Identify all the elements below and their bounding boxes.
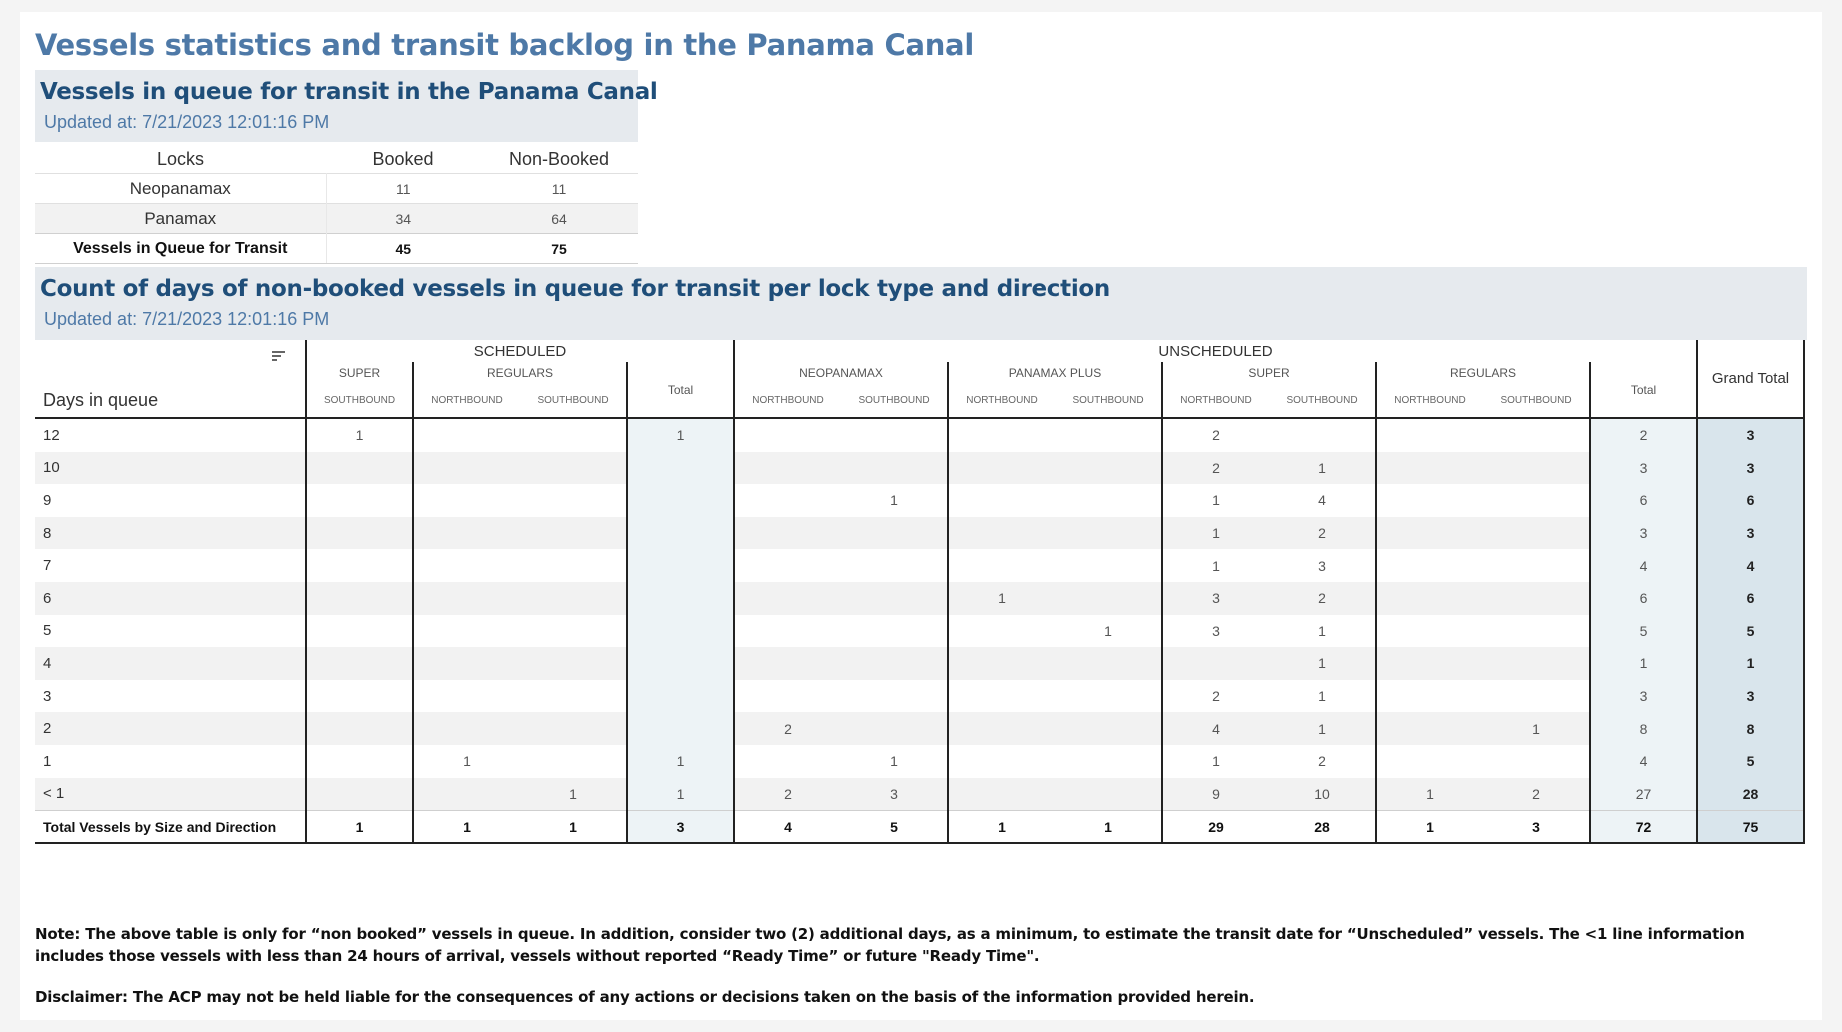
queue-panel-header xyxy=(35,70,658,142)
cell-sched-super-south xyxy=(306,680,413,713)
cell-sched-regulars-north xyxy=(413,680,520,713)
days-label: 2 xyxy=(35,712,306,745)
cell-panamax-plus-south xyxy=(1055,778,1162,811)
cell-unsched-regulars-north xyxy=(1376,680,1483,713)
cell-neopanamax-south xyxy=(841,517,948,550)
table-row xyxy=(35,549,1804,582)
cell-panamax-plus-south xyxy=(1055,452,1162,485)
cell-unsched-regulars-south xyxy=(1483,484,1590,517)
cell-panamax-plus-north xyxy=(948,484,1055,517)
cell-unsched-super-north: 2 xyxy=(1162,418,1269,452)
cell-unsched-regulars-south xyxy=(1483,745,1590,778)
cell-grand-total: 8 xyxy=(1697,712,1804,745)
col-header-grand-total: Grand Total xyxy=(1697,340,1804,418)
table-row xyxy=(35,582,1804,615)
cell-sched-super-south xyxy=(306,582,413,615)
cell-panamax-plus-north xyxy=(948,418,1055,452)
cell-grand-total: 5 xyxy=(1697,615,1804,648)
cell-panamax-plus-north xyxy=(948,647,1055,680)
cell-unsched-regulars-north xyxy=(1376,615,1483,648)
cell-panamax-plus-north xyxy=(948,712,1055,745)
cell-unsched-regulars-south xyxy=(1483,452,1590,485)
cell-neopanamax-north xyxy=(734,745,841,778)
cell-unsched-total: 72 xyxy=(1590,811,1697,844)
cell-unsched-total: 5 xyxy=(1590,615,1697,648)
cell-neopanamax-south: 1 xyxy=(890,753,898,770)
cell-sched-total xyxy=(627,452,734,485)
days-label: < 1 xyxy=(35,778,306,811)
cell-unsched-regulars-south xyxy=(1483,418,1590,452)
cell-unsched-super-north: 3 xyxy=(1162,615,1269,648)
cell-unsched-super-north: 4 xyxy=(1162,712,1269,745)
cell-sched-super-south xyxy=(306,549,413,582)
cell-unsched-super-south: 2 xyxy=(1269,517,1376,550)
cell-unsched-regulars-north xyxy=(1376,484,1483,517)
cell-neopanamax-north xyxy=(734,582,841,615)
days-label: 6 xyxy=(35,582,306,615)
cell-sched-total xyxy=(627,647,734,680)
cell-unsched-super-south: 1 xyxy=(1318,688,1326,705)
cell-unsched-super-north xyxy=(1162,647,1269,680)
cell-sched-regulars-north xyxy=(413,484,520,517)
cell-unsched-regulars-south: 1 xyxy=(1483,712,1590,745)
cell-sched-total xyxy=(627,517,734,550)
cell-unsched-regulars-south xyxy=(1483,517,1590,550)
total-label: Vessels in Queue for Transit xyxy=(35,234,326,264)
direction-northbound: NORTHBOUND xyxy=(948,384,1055,418)
cell-unsched-regulars-north xyxy=(1376,647,1483,680)
days-label: 9 xyxy=(43,491,52,509)
cell-sched-super-south xyxy=(306,615,413,648)
cell-sched-regulars-north xyxy=(413,549,520,582)
subgroup-header-super: SUPER xyxy=(306,362,413,384)
cell-sched-regulars-north xyxy=(413,517,520,550)
direction-northbound: NORTHBOUND xyxy=(1162,384,1269,418)
cell-neopanamax-south: 3 xyxy=(841,778,948,811)
subgroup-header-regulars: REGULARS xyxy=(413,362,627,384)
cell-unsched-regulars-south xyxy=(1483,647,1590,680)
cell-grand-total: 6 xyxy=(1697,484,1804,517)
cell-unsched-total: 4 xyxy=(1590,549,1697,582)
cell-neopanamax-south: 1 xyxy=(890,492,898,509)
cell-neopanamax-south xyxy=(841,615,948,648)
cell-unsched-total: 3 xyxy=(1590,452,1697,485)
cell-sched-regulars-south xyxy=(520,712,627,745)
cell-unsched-super-north: 1 xyxy=(1162,745,1269,778)
cell-unsched-super-south: 2 xyxy=(1269,582,1376,615)
cell-sched-super-south xyxy=(306,484,413,517)
cell-unsched-regulars-north xyxy=(1376,517,1483,550)
cell-sched-total xyxy=(627,615,734,648)
cell-unsched-total: 2 xyxy=(1590,418,1697,452)
cell-sched-super-south xyxy=(306,517,413,550)
queue-table xyxy=(35,145,638,264)
cell-sched-regulars-south xyxy=(520,647,627,680)
cell-sched-total xyxy=(627,582,734,615)
cell-panamax-plus-south xyxy=(1055,712,1162,745)
days-in-queue-table xyxy=(35,340,1805,844)
cell-neopanamax-north xyxy=(734,452,841,485)
cell-panamax-plus-south xyxy=(1055,582,1162,615)
disclaimer-text: Disclaimer: The ACP may not be held liable for the consequences of any actions or decisions taken on the basis of the information provided herein. xyxy=(35,988,1255,1006)
cell-neopanamax-south xyxy=(841,582,948,615)
days-table-body xyxy=(35,418,1804,843)
direction-southbound: SOUTHBOUND xyxy=(306,384,413,418)
cell-panamax-plus-south: 1 xyxy=(1055,811,1162,844)
cell-grand-total: 1 xyxy=(1697,647,1804,680)
cell-panamax-plus-south xyxy=(1055,517,1162,550)
cell-neopanamax-north xyxy=(734,549,841,582)
subgroup-header-super-unscheduled: SUPER xyxy=(1162,362,1376,384)
col-header-locks: Locks xyxy=(156,148,205,169)
direction-southbound: SOUTHBOUND xyxy=(520,384,627,418)
cell-unsched-total: 3 xyxy=(1590,517,1697,550)
cell-sched-super-south: 1 xyxy=(306,811,413,844)
cell-unsched-total: 3 xyxy=(1590,680,1697,713)
subgroup-header-panamax-plus: PANAMAX PLUS xyxy=(948,362,1162,384)
cell-sched-regulars-south xyxy=(520,615,627,648)
cell-sched-regulars-south xyxy=(520,745,627,778)
days-label: 5 xyxy=(43,622,52,640)
queue-updated-timestamp: Updated at: 7/21/2023 12:01:16 PM xyxy=(44,112,330,132)
cell-panamax-plus-north xyxy=(948,745,1055,778)
cell-sched-regulars-north: 1 xyxy=(413,745,520,778)
booked-value: 34 xyxy=(326,204,480,234)
cell-sched-regulars-north xyxy=(413,582,520,615)
col-header-unscheduled-total: Total xyxy=(1590,362,1697,418)
cell-unsched-regulars-north xyxy=(1376,712,1483,745)
days-label: 8 xyxy=(35,517,306,550)
cell-unsched-super-north: 9 xyxy=(1162,778,1269,811)
non-booked-value: 11 xyxy=(480,174,638,204)
cell-neopanamax-north xyxy=(734,517,841,550)
cell-sched-regulars-south xyxy=(520,484,627,517)
cell-unsched-super-south: 1 xyxy=(1269,647,1376,680)
cell-sched-regulars-south xyxy=(520,549,627,582)
cell-unsched-regulars-south: 3 xyxy=(1483,811,1590,844)
group-header-scheduled: SCHEDULED xyxy=(306,340,734,362)
cell-panamax-plus-north xyxy=(948,778,1055,811)
cell-unsched-super-south: 3 xyxy=(1318,557,1326,574)
subgroup-header-neopanamax: NEOPANAMAX xyxy=(734,362,948,384)
cell-unsched-super-south: 1 xyxy=(1269,452,1376,485)
cell-sched-regulars-south xyxy=(520,582,627,615)
cell-unsched-super-south: 1 xyxy=(1318,622,1326,639)
cell-unsched-super-north: 1 xyxy=(1162,517,1269,550)
table-row xyxy=(35,204,638,234)
cell-unsched-super-north: 1 xyxy=(1162,549,1269,582)
cell-sched-super-south xyxy=(306,778,413,811)
cell-sched-total: 1 xyxy=(627,418,734,452)
direction-northbound: NORTHBOUND xyxy=(1376,384,1483,418)
cell-panamax-plus-north xyxy=(948,517,1055,550)
direction-southbound: SOUTHBOUND xyxy=(1269,384,1376,418)
cell-unsched-regulars-north xyxy=(1376,418,1483,452)
cell-grand-total: 4 xyxy=(1697,549,1804,582)
days-label: 7 xyxy=(43,557,52,575)
col-header-scheduled-total: Total xyxy=(627,362,734,418)
cell-unsched-regulars-north xyxy=(1376,582,1483,615)
cell-sched-regulars-north xyxy=(413,418,520,452)
cell-neopanamax-north xyxy=(734,418,841,452)
cell-neopanamax-south xyxy=(841,680,948,713)
cell-unsched-regulars-north: 1 xyxy=(1376,811,1483,844)
cell-unsched-super-south: 1 xyxy=(1269,712,1376,745)
cell-unsched-super-south: 28 xyxy=(1269,811,1376,844)
booked-total: 45 xyxy=(326,234,480,264)
cell-sched-total: 1 xyxy=(627,778,734,811)
cell-grand-total: 3 xyxy=(1697,418,1804,452)
cell-sched-total xyxy=(627,484,734,517)
direction-southbound: SOUTHBOUND xyxy=(1055,384,1162,418)
table-row xyxy=(35,517,1804,550)
lock-name: Panamax xyxy=(35,204,326,234)
cell-sched-regulars-north xyxy=(413,452,520,485)
cell-unsched-super-south: 2 xyxy=(1318,753,1326,770)
table-row xyxy=(35,174,638,204)
cell-unsched-regulars-north xyxy=(1376,745,1483,778)
cell-neopanamax-south xyxy=(841,549,948,582)
cell-neopanamax-south xyxy=(841,452,948,485)
cell-grand-total: 3 xyxy=(1697,680,1804,713)
group-header-unscheduled: UNSCHEDULED xyxy=(734,340,1697,362)
note-text: Note: The above table is only for “non booked” vessels in queue. In addition, consider two (2) additional days, as a minimum, to estimate the transit date for “Unscheduled” vessels. The <1 line information includes those vessels with less than 24 hours of arrival, vessels without reported “Ready Time” or future "Ready Time". xyxy=(35,925,1745,965)
cell-grand-total: 3 xyxy=(1697,452,1804,485)
cell-unsched-super-north: 2 xyxy=(1162,680,1269,713)
table-row xyxy=(35,680,1804,713)
cell-panamax-plus-north xyxy=(948,452,1055,485)
cell-sched-super-south xyxy=(306,745,413,778)
table-row xyxy=(35,712,1804,745)
table-row xyxy=(35,745,1804,778)
direction-southbound: SOUTHBOUND xyxy=(1483,384,1590,418)
cell-neopanamax-north xyxy=(734,680,841,713)
cell-sched-regulars-north: 1 xyxy=(413,811,520,844)
days-panel-title: Count of days of non-booked vessels in queue for transit per lock type and direction xyxy=(40,276,1110,302)
cell-unsched-total: 8 xyxy=(1590,712,1697,745)
cell-panamax-plus-south xyxy=(1055,745,1162,778)
cell-panamax-plus-south xyxy=(1055,549,1162,582)
cell-unsched-super-south: 10 xyxy=(1269,778,1376,811)
days-label: 3 xyxy=(43,687,52,705)
cell-sched-regulars-north xyxy=(413,712,520,745)
table-row xyxy=(35,778,1804,811)
table-total-row xyxy=(35,811,1804,844)
cell-neopanamax-south: 5 xyxy=(841,811,948,844)
cell-unsched-regulars-north xyxy=(1376,549,1483,582)
cell-unsched-total: 6 xyxy=(1590,582,1697,615)
col-header-non-booked: Non-Booked xyxy=(508,148,610,169)
cell-panamax-plus-north xyxy=(948,549,1055,582)
cell-sched-regulars-south xyxy=(520,418,627,452)
lock-name: Neopanamax xyxy=(35,174,326,204)
cell-unsched-regulars-south xyxy=(1483,680,1590,713)
cell-sched-regulars-north xyxy=(413,647,520,680)
cell-unsched-total: 1 xyxy=(1590,647,1697,680)
direction-southbound: SOUTHBOUND xyxy=(841,384,948,418)
cell-unsched-super-south xyxy=(1269,418,1376,452)
non-booked-total: 75 xyxy=(480,234,638,264)
cell-unsched-regulars-south xyxy=(1483,615,1590,648)
cell-grand-total: 28 xyxy=(1697,778,1804,811)
days-label: 12 xyxy=(43,426,60,444)
cell-grand-total: 5 xyxy=(1697,745,1804,778)
dashboard-page xyxy=(20,12,1822,1020)
queue-panel-title: Vessels in queue for transit in the Panama Canal xyxy=(40,79,658,105)
col-header-booked: Booked xyxy=(372,148,434,169)
cell-panamax-plus-north: 1 xyxy=(948,811,1055,844)
row-header-cell xyxy=(35,340,306,418)
cell-unsched-super-north: 2 xyxy=(1162,452,1269,485)
cell-grand-total: 75 xyxy=(1697,811,1804,844)
cell-sched-super-south xyxy=(306,452,413,485)
cell-sched-regulars-south: 1 xyxy=(520,811,627,844)
cell-panamax-plus-south xyxy=(1055,418,1162,452)
cell-neopanamax-north xyxy=(734,484,841,517)
cell-grand-total: 6 xyxy=(1697,582,1804,615)
cell-sched-super-south xyxy=(306,647,413,680)
table-row xyxy=(35,615,1804,648)
table-row xyxy=(35,484,1804,517)
cell-sched-total xyxy=(627,549,734,582)
cell-unsched-super-north: 3 xyxy=(1162,582,1269,615)
cell-sched-total xyxy=(627,712,734,745)
cell-sched-regulars-south xyxy=(520,517,627,550)
cell-neopanamax-north: 2 xyxy=(734,778,841,811)
cell-sched-super-south xyxy=(306,712,413,745)
cell-unsched-regulars-south xyxy=(1483,549,1590,582)
cell-unsched-super-north: 29 xyxy=(1162,811,1269,844)
cell-sched-total xyxy=(627,680,734,713)
cell-panamax-plus-south xyxy=(1055,647,1162,680)
cell-unsched-super-north: 1 xyxy=(1162,484,1269,517)
cell-neopanamax-south xyxy=(841,418,948,452)
cell-unsched-total: 6 xyxy=(1590,484,1697,517)
table-row xyxy=(35,418,1804,452)
cell-sched-regulars-south xyxy=(520,680,627,713)
page-title: Vessels statistics and transit backlog in the Panama Canal xyxy=(35,28,974,62)
direction-northbound: NORTHBOUND xyxy=(734,384,841,418)
cell-neopanamax-north xyxy=(734,615,841,648)
sort-icon[interactable] xyxy=(272,351,285,362)
cell-unsched-total: 4 xyxy=(1590,745,1697,778)
cell-unsched-regulars-south xyxy=(1483,582,1590,615)
cell-panamax-plus-south xyxy=(1055,484,1162,517)
days-panel-header xyxy=(35,267,1807,340)
cell-unsched-regulars-south: 2 xyxy=(1483,778,1590,811)
cell-sched-regulars-north xyxy=(413,615,520,648)
cell-neopanamax-north xyxy=(734,647,841,680)
cell-grand-total: 3 xyxy=(1697,517,1804,550)
booked-value: 11 xyxy=(326,174,480,204)
cell-panamax-plus-north xyxy=(948,615,1055,648)
cell-sched-regulars-south xyxy=(520,452,627,485)
table-row xyxy=(35,647,1804,680)
cell-sched-regulars-south: 1 xyxy=(520,778,627,811)
cell-unsched-total: 27 xyxy=(1590,778,1697,811)
non-booked-value: 64 xyxy=(480,204,638,234)
cell-unsched-super-south: 4 xyxy=(1318,492,1326,509)
cell-sched-super-south: 1 xyxy=(306,418,413,452)
cell-neopanamax-south xyxy=(841,712,948,745)
cell-neopanamax-north: 2 xyxy=(734,712,841,745)
table-row xyxy=(35,452,1804,485)
cell-panamax-plus-north xyxy=(948,680,1055,713)
cell-sched-regulars-north xyxy=(413,778,520,811)
table-total-row xyxy=(35,234,638,264)
cell-panamax-plus-south: 1 xyxy=(1104,622,1112,639)
row-header-days-in-queue: Days in queue xyxy=(43,390,159,410)
cell-neopanamax-north: 4 xyxy=(734,811,841,844)
cell-unsched-regulars-north: 1 xyxy=(1376,778,1483,811)
days-label: 1 xyxy=(43,752,52,770)
total-row-label: Total Vessels by Size and Direction xyxy=(35,811,306,844)
cell-panamax-plus-north: 1 xyxy=(948,582,1055,615)
cell-unsched-regulars-north xyxy=(1376,452,1483,485)
days-updated-timestamp: Updated at: 7/21/2023 12:01:16 PM xyxy=(44,309,330,329)
subgroup-header-regulars-unscheduled: REGULARS xyxy=(1376,362,1590,384)
direction-northbound: NORTHBOUND xyxy=(413,384,520,418)
cell-sched-total: 3 xyxy=(627,811,734,844)
cell-neopanamax-south xyxy=(841,647,948,680)
days-label: 4 xyxy=(35,647,306,680)
days-label: 10 xyxy=(35,452,306,485)
cell-panamax-plus-south xyxy=(1055,680,1162,713)
cell-sched-total: 1 xyxy=(627,745,734,778)
